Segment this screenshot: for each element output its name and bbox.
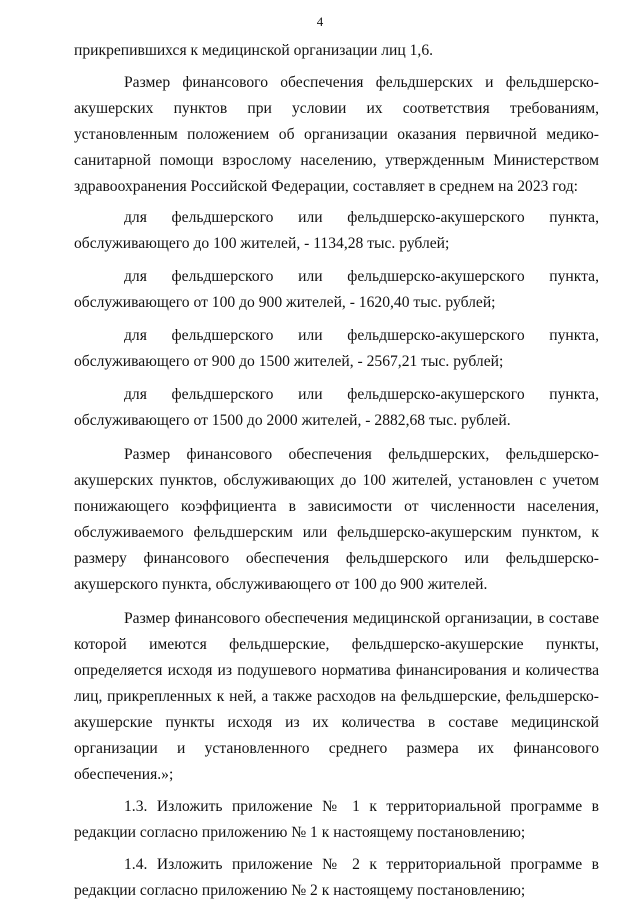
list-item [74, 205, 599, 257]
item-word: фельдшерского [171, 327, 274, 344]
item-word: или [298, 209, 323, 226]
clause-1-3: 1.3. Изложить приложение № 1 к территориальной программе в редакции согласно приложению № 1 к настоящему постановлению; [74, 798, 599, 841]
item-word: или [298, 268, 323, 285]
item-word: фельдшерско-акушерского [347, 386, 525, 403]
paragraph-fap-financing: Размер финансового обеспечения фельдшерских и фельдшерско-акушерских пунктов при условии их соответствия требованиям, установленным положением об организации оказания первичной медико-санитарной помощи взрослому населению, утвержденным Министерством здравоохранения Российской Федерации, составляет в среднем на 2023 год: [74, 74, 599, 195]
item-word: фельдшерского [171, 209, 274, 226]
item-word: или [298, 327, 323, 344]
item-word: для [124, 268, 147, 285]
list-item-continuation: обслуживающего от 900 до 1500 жителей, - 2567,21 тыс. рублей; [74, 353, 504, 370]
item-word: пункта, [549, 268, 599, 285]
clause-1-4: 1.4. Изложить приложение № 2 к территориальной программе в редакции согласно приложению № 2 к настоящему постановлению; [74, 856, 599, 899]
list-item-continuation: обслуживающего от 1500 до 2000 жителей, - 2882,68 тыс. рублей. [74, 412, 511, 429]
list-item-first-line [74, 205, 599, 231]
paragraph-small-fap: Размер финансового обеспечения фельдшерских, фельдшерско-акушерских пунктов, обслуживающих до 100 жителей, установлен с учетом понижающего коэффициента в зависимости от численности населения, обслуживаемого фельдшерским или фельдшерско-акушерским пунктом, к размеру финансового обеспечения фельдшерского или фельдшерско-акушерского пункта, обслуживающего от 100 до 900 жителей. [74, 446, 599, 593]
item-word: фельдшерско-акушерского [347, 268, 525, 285]
item-word: фельдшерско-акушерского [347, 327, 525, 344]
item-word: пункта, [549, 209, 599, 226]
continuation-line: прикрепившихся к медицинской организации лиц 1,6. [74, 42, 434, 59]
document-body [74, 38, 599, 904]
list-item-first-line [74, 382, 599, 408]
list-item-continuation: обслуживающего от 100 до 900 жителей, - 1620,40 тыс. рублей; [74, 294, 496, 311]
item-word: для [124, 386, 147, 403]
paragraph-organization-financing: Размер финансового обеспечения медицинской организации, в составе которой имеются фельдшерские, фельдшерско-акушерские пункты, определяется исходя из подушевого норматива финансирования и количества лиц, прикрепленных к ней, а также расходов на фельдшерские, фельдшерско-акушерские пункты исходя из их количества в составе медицинской организации и установленного среднего размера их финансового обеспечения.»; [74, 610, 599, 783]
list-item [74, 382, 599, 434]
list-item-continuation: обслуживающего до 100 жителей, - 1134,28 тыс. рублей; [74, 235, 450, 252]
list-item [74, 323, 599, 375]
item-word: фельдшерско-акушерского [347, 209, 525, 226]
item-word: фельдшерского [171, 386, 274, 403]
item-word: или [298, 386, 323, 403]
list-item-first-line [74, 323, 599, 349]
item-word: пункта, [549, 327, 599, 344]
list-item-first-line [74, 264, 599, 290]
page-number: 4 [316, 14, 324, 29]
item-word: пункта, [549, 386, 599, 403]
item-word: фельдшерского [171, 268, 274, 285]
item-word: для [124, 209, 147, 226]
item-word: для [124, 327, 147, 344]
list-item [74, 264, 599, 316]
